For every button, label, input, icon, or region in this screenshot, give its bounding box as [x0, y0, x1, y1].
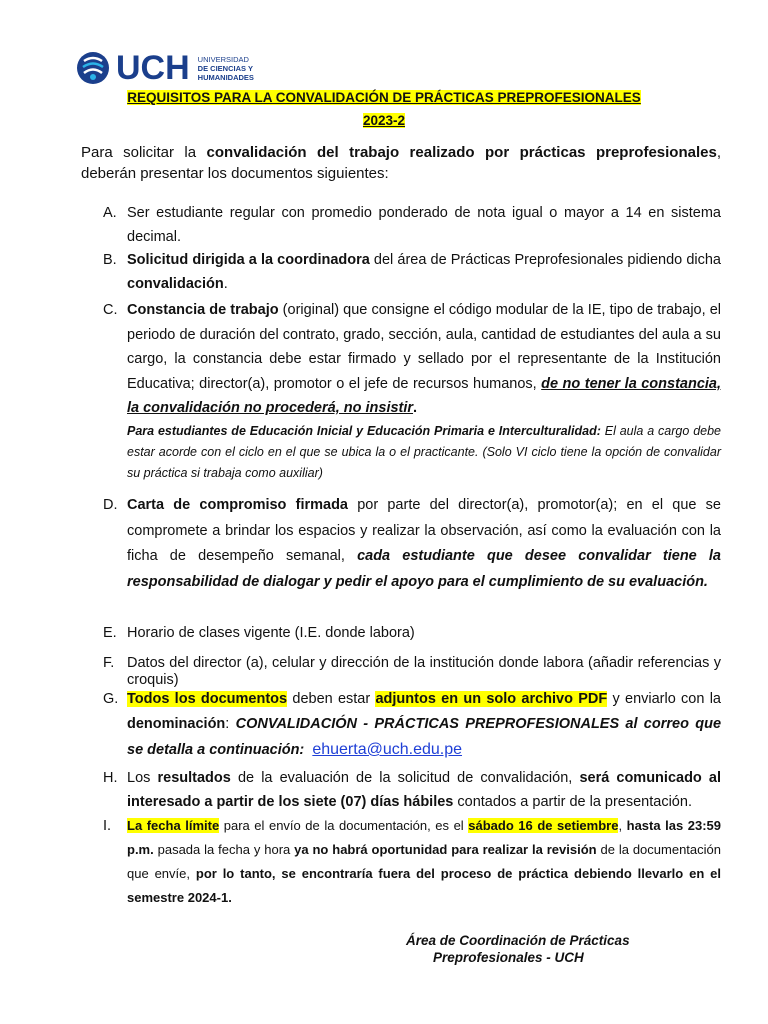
requirement-b: B. Solicitud dirigida a la coordinadora del área de Prácticas Preprofesionales pidiendo dicha convalidación. — [103, 252, 721, 292]
uch-emblem-icon — [76, 51, 110, 85]
requirement-c: C. Constancia de trabajo (original) que consigne el código modular de la IE, tipo de trabajo, el periodo de duración del contrato, grado, sección, aula, cantidad de estudiantes del aula a su cargo, la constancia debe estar firmado y sellado por el representante de la Institución Educativa; director(a), promotor o el jefe de recursos humanos, de no tener la constancia, la convalidación no procederá, no insistir. Para estudiantes de Educación Inicial y Educación Primaria e Interculturalidad: El aula a cargo debe estar acorde con el ciclo en el que se ubica la o el practicante. (Solo VI ciclo tiene la opción de convalidar su práctica si trabaja como auxiliar) — [103, 298, 721, 484]
requirement-c-note: Para estudiantes de Educación Inicial y Educación Primaria e Interculturalidad: El aula a cargo debe estar acorde con el ciclo en el que se ubica la o el practicante. (Solo VI ciclo tiene la opción de convalidar su práctica si trabaja como auxiliar) — [127, 423, 722, 480]
requirement-e: E. Horario de clases vigente (I.E. donde labora) — [103, 625, 415, 641]
uch-logo — [76, 48, 254, 88]
requirement-a: A. Ser estudiante regular con promedio ponderado de nota igual o mayor a 14 en sistema decimal. — [103, 205, 721, 245]
logo-brand: UCH — [116, 49, 190, 87]
logo-university-name: UNIVERSIDAD DE CIENCIAS Y HUMANIDADES — [197, 54, 254, 82]
requirement-g: G. Todos los documentos deben estar adjuntos en un solo archivo PDF y enviarlo con la denominación: CONVALIDACIÓN - PRÁCTICAS PREPROFESIONALES al correo que se detalla a continuación: ehuerta@uch.edu.pe — [103, 691, 722, 758]
signature-block: Área de Coordinación de Prácticas Preprofesionales - UCH — [406, 933, 630, 965]
requirement-h: H. Los resultados de la evaluación de la solicitud de convalidación, será comunicado al interesado a partir de los siete (07) días hábiles contados a partir de la presentación. — [103, 770, 721, 810]
contact-email-link[interactable]: ehuerta@uch.edu.pe — [312, 741, 463, 758]
requirement-i: I. La fecha límite para el envío de la documentación, es el sábado 16 de setiembre, hasta las 23:59 p.m. pasada la fecha y hora ya no habrá oportunidad para realizar la revisión de la documentación que envíe, por lo tanto, se encontraría fuera del proceso de práctica debiendo llevarlo en el semestre 2024-1. — [103, 818, 721, 905]
intro-paragraph: Para solicitar la convalidación del trabajo realizado por prácticas preprofesionales, deberán presentar los documentos siguientes: — [81, 144, 721, 182]
requirement-f: F. Datos del director (a), celular y dirección de la institución donde labora (añadir referencias y croquis) — [103, 655, 721, 688]
document-title: REQUISITOS PARA LA CONVALIDACIÓN DE PRÁCTICAS PREPROFESIONALES — [127, 90, 641, 105]
requirement-d: D. Carta de compromiso firmada por parte del director(a), promotor(a); en el que se compromete a brindar los espacios y realizar la observación, así como la evaluación con la ficha de desempeño semanal, cada estudiante que desee convalidar tiene la responsabilidad de dialogar y pedir el apoyo para el cumplimiento de su evaluación. — [103, 497, 721, 590]
document-period: 2023-2 — [362, 113, 406, 128]
